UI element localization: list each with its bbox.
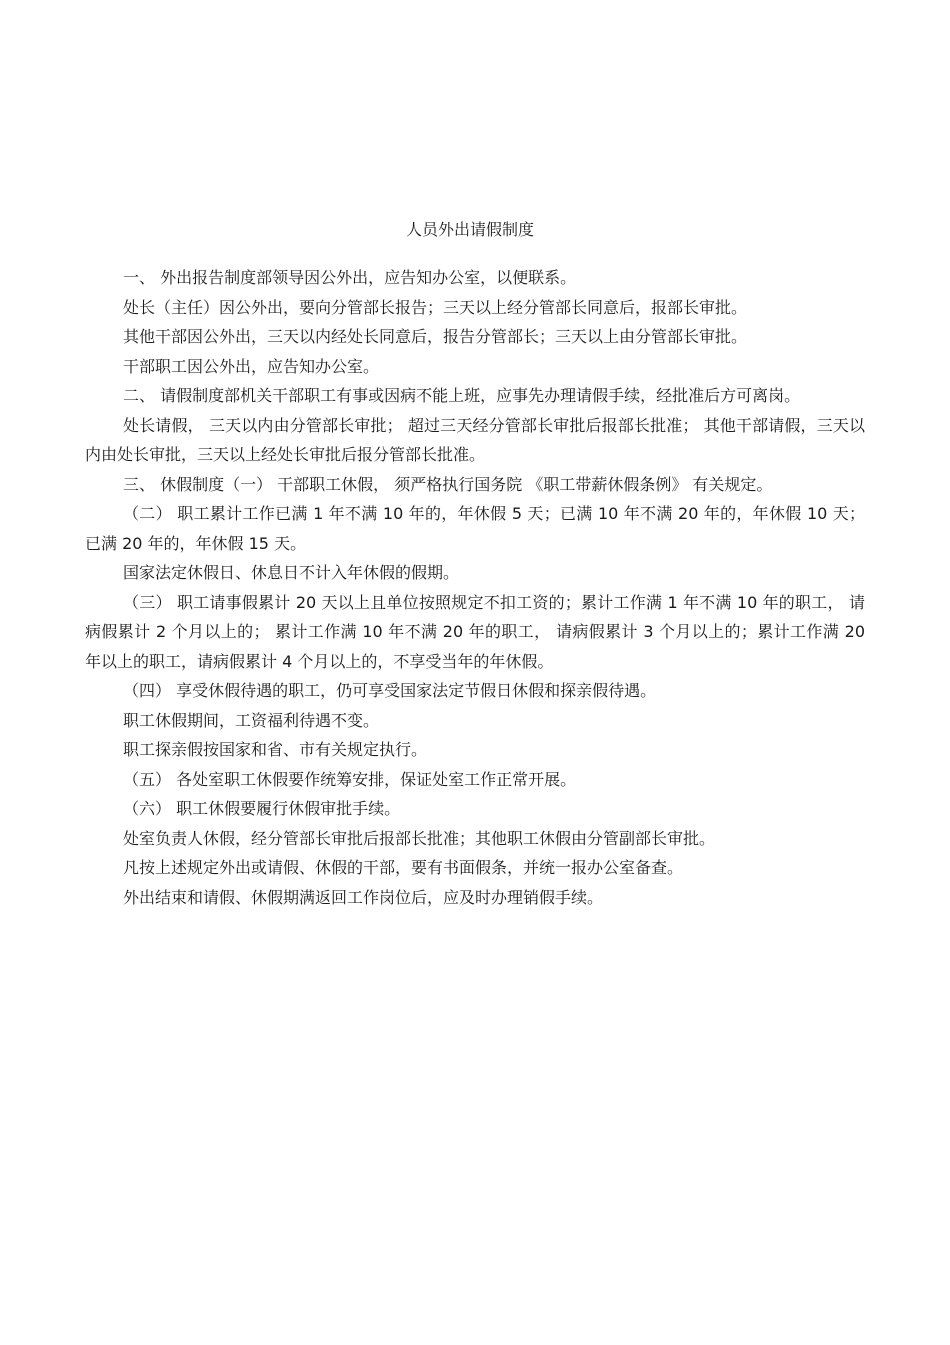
- paragraph-statutory-holidays: （四） 享受休假待遇的职工，仍可享受国家法定节假日休假和探亲假待遇。: [123, 681, 657, 700]
- paragraph-outing-report: 一、 外出报告制度部领导因公外出，应告知办公室，以便联系。: [123, 268, 577, 287]
- document-body: [85, 263, 865, 912]
- paragraph-arrangement: （五） 各处室职工休假要作统筹安排，保证处室工作正常开展。: [123, 769, 577, 789]
- paragraph-pay-unchanged: 职工休假期间，工资福利待遇不变。: [123, 710, 380, 730]
- paragraph-home-leave: 职工探亲假按国家和省、市有关规定执行。: [123, 740, 428, 759]
- paragraph-other-cadres-outing: 其他干部因公外出，三天以内经处长同意后，报告分管部长；三天以上由分管部长审批。: [123, 327, 748, 346]
- paragraph-director-outing: 处长（主任）因公外出，要向分管部长报告；三天以上经分管部长同意后，报部长审批。: [123, 297, 748, 317]
- paragraph-written-note: 凡按上述规定外出或请假、休假的干部，要有书面假条，并统一报办公室备查。: [123, 858, 684, 877]
- paragraph-director-leave: 处长请假， 三天以内由分管部长审批； 超过三天经分管部长审批后报部长批准； 其他干部请假，三天以内由处长审批，三天以上经处长审批后报分管部长批准。: [85, 415, 865, 464]
- paragraph-head-leave-approval: 处室负责人休假，经分管部长审批后报部长批准；其他职工休假由分管副部长审批。: [123, 828, 716, 848]
- paragraph-holidays-excluded: 国家法定休假日、休息日不计入年休假的假期。: [123, 563, 460, 582]
- paragraph-no-annual-leave-conditions: （三） 职工请事假累计 20 天以上且单位按照规定不扣工资的；累计工作满 1 年不满 10 年的职工， 请病假累计 2 个月以上的； 累计工作满 10 年不满 20 年的职工， 请病假累计 3 个月以上的；累计工作满 20 年以上的职工，请病假累计 4 个月以上的，不享受当年的年休假。: [85, 592, 865, 671]
- paragraph-leave-system: 二、 请假制度部机关干部职工有事或因病不能上班，应事先办理请假手续，经批准后方可离岗。: [123, 386, 801, 405]
- paragraph-approval-procedure: （六） 职工休假要履行休假审批手续。: [123, 799, 401, 818]
- document-title: 人员外出请假制度: [405, 220, 534, 239]
- paragraph-annual-leave-days: （二） 职工累计工作已满 1 年不满 10 年的，年休假 5 天；已满 10 年不满 20 年的，年休假 10 天；已满 20 年的，年休假 15 天。: [85, 504, 865, 553]
- paragraph-cancel-leave: 外出结束和请假、休假期满返回工作岗位后，应及时办理销假手续。: [123, 887, 604, 907]
- paragraph-vacation-system: 三、 休假制度（一） 干部职工休假， 须严格执行国务院 《职工带薪休假条例》 有关规定。: [123, 474, 773, 494]
- paragraph-staff-outing: 干部职工因公外出，应告知办公室。: [123, 356, 380, 376]
